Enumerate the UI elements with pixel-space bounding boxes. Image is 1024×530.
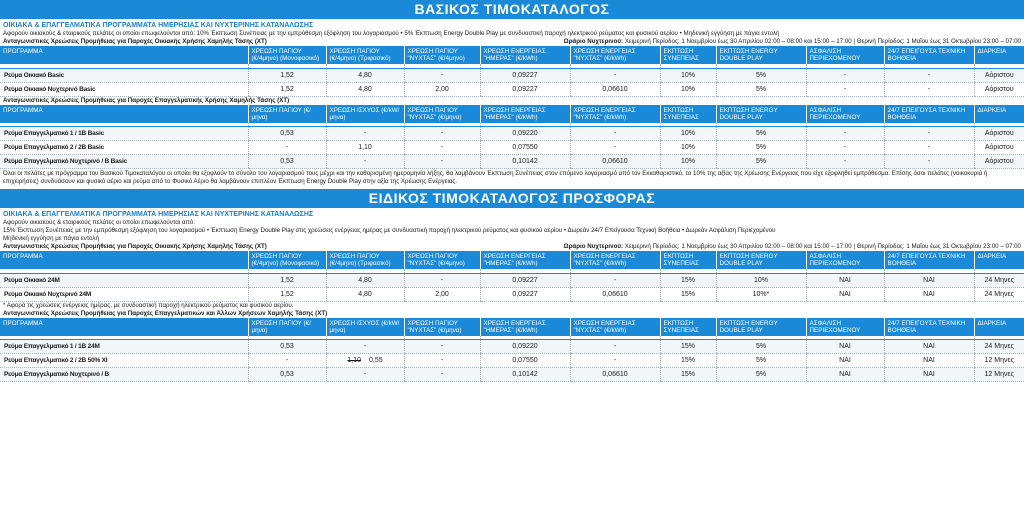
- column-header: ΑΣΦΑΛΙΣΗ ΠΕΡΙΕΧΟΜΕΝΟΥ: [806, 105, 884, 123]
- table-cell: -: [570, 141, 660, 155]
- table-cell: 5%: [716, 68, 806, 82]
- table-cell: 0,07550: [480, 354, 570, 368]
- table-cell: 15%: [660, 340, 716, 354]
- table-cell: -: [570, 68, 660, 82]
- header-row: [0, 46, 1024, 64]
- table-cell: -: [326, 127, 404, 141]
- table-cell: 0,09227: [480, 287, 570, 301]
- table-cell: -: [404, 68, 480, 82]
- table-cell: Αόριστου: [974, 127, 1024, 141]
- header-row: [0, 105, 1024, 123]
- table-cell: 1,10: [326, 141, 404, 155]
- table-cell: -: [326, 340, 404, 354]
- table-cell: 0,09220: [480, 127, 570, 141]
- special-asterisk-note: * Αφορά τις χρεώσεις ενέργειας ημέρας, με συνδυαστική παροχή ηλεκτρικού ρεύματος και φυσικού αερίου.: [3, 301, 294, 309]
- table-cell: 10%: [660, 68, 716, 82]
- table-cell: 0,09227: [480, 273, 570, 287]
- header-row: [0, 318, 1024, 336]
- basic-residential-table: [0, 46, 1024, 97]
- column-header: ΧΡΕΩΣΗ ΕΝΕΡΓΕΙΑΣ "ΗΜΕΡΑΣ" (€/kWh): [480, 318, 570, 336]
- column-header: ΑΣΦΑΛΙΣΗ ΠΕΡΙΕΧΟΜΕΝΟΥ: [806, 46, 884, 64]
- table-cell: Αόριστου: [974, 68, 1024, 82]
- program-name-cell: Ρεύμα Οικιακό Basic: [0, 68, 248, 82]
- table-cell: -: [884, 141, 974, 155]
- table-cell: 2,00: [404, 287, 480, 301]
- table-cell: 4,80: [326, 287, 404, 301]
- table-cell: -: [404, 368, 480, 382]
- program-name-cell: Ρεύμα Οικιακό Νυχτερινό 24Μ: [0, 287, 248, 301]
- column-header: ΧΡΕΩΣΗ ΠΑΓΙΟΥ (€/μηνα): [248, 105, 326, 123]
- program-name-cell: Ρεύμα Επαγγελματικό 1 / 1Β 24Μ: [0, 340, 248, 354]
- basic-subtitle: ΟΙΚΙΑΚΑ & ΕΠΑΓΓΕΛΜΑΤΙΚΑ ΠΡΟΓΡΑΜΜΑΤΑ ΗΜΕΡΗΣΙΑΣ ΚΑΙ ΝΥΧΤΕΡΙΝΗΣ ΚΑΤΑΝΑΛΩΣΗΣ: [3, 22, 314, 29]
- table-row: [0, 68, 1024, 82]
- table-cell: 24 Μηνες: [974, 340, 1024, 354]
- column-header: ΠΡΟΓΡΑΜΜΑ: [0, 251, 248, 269]
- struck-value: 1,10: [347, 357, 361, 364]
- table-cell: [326, 354, 404, 368]
- table-cell: -: [884, 155, 974, 169]
- table-cell: -: [884, 68, 974, 82]
- table-cell: -: [884, 127, 974, 141]
- column-header: ΧΡΕΩΣΗ ΠΑΓΙΟΥ "ΝΥΧΤΑΣ" (€/4μηνο): [404, 46, 480, 64]
- table-cell: -: [326, 368, 404, 382]
- table-cell: 4,80: [326, 273, 404, 287]
- table-cell: -: [248, 354, 326, 368]
- column-header: ΧΡΕΩΣΗ ΕΝΕΡΓΕΙΑΣ "ΝΥΧΤΑΣ" (€/kWh): [570, 105, 660, 123]
- column-header: ΔΙΑΡΚΕΙΑ: [974, 46, 1024, 64]
- program-name-cell: Ρεύμα Οικιακό 24Μ: [0, 273, 248, 287]
- special-description-1: Αφορούν οικιακούς & εταιρικούς πελάτες οι οποίοι επωφελούνται από:: [3, 219, 195, 226]
- special-residential-label: Ανταγωνιστικές Χρεώσεις Προμήθειας για Παροχές Οικιακής Χρήσης Χαμηλής Τάσης (ΧΤ): [3, 243, 267, 250]
- column-header: 24/7 ΕΠΕΙΓΟΥΣΑ ΤΕΧΝΙΚΗ ΒΟΗΘΕΙΑ: [884, 46, 974, 64]
- basic-night-hours: Ωράριο Νυχτερινού: Χειμερινή Περίοδος: 1 Νοεμβρίου έως 30 Απριλίου 02:00 – 08:00 και 15:00 – 17:00 | Θερινή Περίοδος: 1 Μαΐου έως 31 Οκτωβρίου 23:00 – 07:00: [563, 38, 1021, 45]
- table-cell: -: [404, 127, 480, 141]
- table-row: [0, 273, 1024, 287]
- basic-business-table: [0, 105, 1024, 170]
- table-cell: 0,53: [248, 127, 326, 141]
- table-cell: -: [806, 82, 884, 96]
- program-name-cell: Ρεύμα Επαγγελματικό 1 / 1Β Basic: [0, 127, 248, 141]
- column-header: ΧΡΕΩΣΗ ΕΝΕΡΓΕΙΑΣ "ΝΥΧΤΑΣ" (€/kWh): [570, 251, 660, 269]
- program-name-cell: Ρεύμα Επαγγελματικό 2 / 2Β Basic: [0, 141, 248, 155]
- table-cell: 0,10142: [480, 368, 570, 382]
- column-header: ΠΡΟΓΡΑΜΜΑ: [0, 318, 248, 336]
- table-cell: -: [806, 68, 884, 82]
- column-header: ΕΚΠΤΩΣΗ ENERGY DOUBLE PLAY: [716, 46, 806, 64]
- column-header: ΧΡΕΩΣΗ ΠΑΓΙΟΥ (€/μηνα): [248, 318, 326, 336]
- special-residential-info: [0, 243, 1024, 251]
- table-cell: -: [404, 340, 480, 354]
- table-cell: 0,53: [248, 368, 326, 382]
- column-header: ΕΚΠΤΩΣΗ ΣΥΝΕΠΕΙΑΣ: [660, 318, 716, 336]
- special-business-table: [0, 318, 1024, 383]
- table-cell: 10%: [660, 141, 716, 155]
- column-header: ΑΣΦΑΛΙΣΗ ΠΕΡΙΕΧΟΜΕΝΟΥ: [806, 251, 884, 269]
- table-cell: 12 Μηνες: [974, 368, 1024, 382]
- table-cell: 10%: [660, 127, 716, 141]
- basic-business-label: Ανταγωνιστικές Χρεώσεις Προμήθειας για Παροχές Επαγγελματικής Χρήσης Χαμηλής Τάσης (ΧΤ): [3, 96, 290, 104]
- table-cell: 1,52: [248, 68, 326, 82]
- program-name-cell: Ρεύμα Επαγγελματικό Νυχτερινό / Β: [0, 368, 248, 382]
- table-cell: 0,53: [248, 340, 326, 354]
- column-header: ΕΚΠΤΩΣΗ ENERGY DOUBLE PLAY: [716, 251, 806, 269]
- table-cell: 24 Μηνες: [974, 287, 1024, 301]
- table-cell: ΝΑΙ: [806, 287, 884, 301]
- special-subtitle: ΟΙΚΙΑΚΑ & ΕΠΑΓΓΕΛΜΑΤΙΚΑ ΠΡΟΓΡΑΜΜΑΤΑ ΗΜΕΡΗΣΙΑΣ ΚΑΙ ΝΥΧΤΕΡΙΝΗΣ ΚΑΤΑΝΑΛΩΣΗΣ: [3, 211, 314, 218]
- table-cell: 0,06610: [570, 155, 660, 169]
- table-cell: -: [404, 273, 480, 287]
- table-cell: -: [404, 141, 480, 155]
- table-cell: 15%: [660, 354, 716, 368]
- table-row: [0, 354, 1024, 368]
- program-name-cell: Ρεύμα Οικιακό Νυχτερινό Basic: [0, 82, 248, 96]
- table-row: [0, 340, 1024, 354]
- table-cell: Αόριστου: [974, 141, 1024, 155]
- table-cell: -: [570, 340, 660, 354]
- column-header: ΕΚΠΤΩΣΗ ΣΥΝΕΠΕΙΑΣ: [660, 251, 716, 269]
- column-header: ΧΡΕΩΣΗ ΠΑΓΙΟΥ (€/4μηνο) (Τριφασικό): [326, 251, 404, 269]
- column-header: ΧΡΕΩΣΗ ΕΝΕΡΓΕΙΑΣ "ΗΜΕΡΑΣ" (€/kWh): [480, 46, 570, 64]
- table-cell: 0,10142: [480, 155, 570, 169]
- column-header: 24/7 ΕΠΕΙΓΟΥΣΑ ΤΕΧΝΙΚΗ ΒΟΗΘΕΙΑ: [884, 318, 974, 336]
- table-cell: 5%: [716, 155, 806, 169]
- table-cell: 10%*: [716, 287, 806, 301]
- column-header: ΧΡΕΩΣΗ ΠΑΓΙΟΥ (€/4μηνο) (Τριφασικό): [326, 46, 404, 64]
- table-cell: 0,06610: [570, 82, 660, 96]
- table-cell: -: [248, 141, 326, 155]
- header-row: [0, 251, 1024, 269]
- column-header: ΧΡΕΩΣΗ ΕΝΕΡΓΕΙΑΣ "ΝΥΧΤΑΣ" (€/kWh): [570, 318, 660, 336]
- table-cell: 0,07550: [480, 141, 570, 155]
- column-header: ΠΡΟΓΡΑΜΜΑ: [0, 105, 248, 123]
- basic-description: Αφορούν οικιακούς & εταιρικούς πελάτες οι οποίοι επωφελούνται από: 10% Έκπτωση Συνέπειας με την εμπρόθεσμη εξόφληση του λογαριασμού • 5% Έκπτωση Energy Double Play με συνδυαστική παροχή ηλεκτρικού ρεύματος και φυσικού αερίου • Μηδενική εγγύηση με πάγια εντολή: [3, 30, 780, 37]
- column-header: ΕΚΠΤΩΣΗ ENERGY DOUBLE PLAY: [716, 105, 806, 123]
- column-header: 24/7 ΕΠΕΙΓΟΥΣΑ ΤΕΧΝΙΚΗ ΒΟΗΘΕΙΑ: [884, 251, 974, 269]
- table-cell: ΝΑΙ: [806, 354, 884, 368]
- column-header: ΑΣΦΑΛΙΣΗ ΠΕΡΙΕΧΟΜΕΝΟΥ: [806, 318, 884, 336]
- table-cell: ΝΑΙ: [806, 273, 884, 287]
- table-cell: 5%: [716, 340, 806, 354]
- special-description-2: 15% Έκπτωση Συνέπειας με την εμπρόθεσμη εξόφληση του λογαριασμού • Έκπτωση Energy Double Play στις χρεώσεις ενέργειας ημέρας με συνδυαστική παροχή ηλεκτρικού ρεύματος και φυσικού αερίου • Δωρεάν 24/7 Επείγουσα Τεχνική Βοήθεια • Δωρεάν Ασφάλιση Περιεχομένου: [3, 227, 776, 234]
- table-row: [0, 155, 1024, 169]
- table-cell: -: [404, 155, 480, 169]
- table-row: [0, 127, 1024, 141]
- table-cell: -: [884, 82, 974, 96]
- column-header: ΕΚΠΤΩΣΗ ΣΥΝΕΠΕΙΑΣ: [660, 105, 716, 123]
- table-cell: ΝΑΙ: [884, 354, 974, 368]
- column-header: ΔΙΑΡΚΕΙΑ: [974, 105, 1024, 123]
- table-cell: 0,53: [248, 155, 326, 169]
- special-business-label: Ανταγωνιστικές Χρεώσεις Προμήθειας για Παροχές Επαγγελματικών και Άλλων Χρήσεων Χαμηλής Τάσης (ΧΤ): [3, 309, 328, 317]
- table-row: [0, 368, 1024, 382]
- special-residential-table: [0, 251, 1024, 302]
- program-name-cell: Ρεύμα Επαγγελματικό 2 / 2Β 50% ΧΙ: [0, 354, 248, 368]
- column-header: ΧΡΕΩΣΗ ΠΑΓΙΟΥ "ΝΥΧΤΑΣ" (€/μηνα): [404, 318, 480, 336]
- table-cell: 1,52: [248, 287, 326, 301]
- special-night-hours: Ωράριο Νυχτερινού: Χειμερινή Περίοδος: 1 Νοεμβρίου έως 30 Απριλίου 02:00 – 08:00 και 15:00 – 17:00 | Θερινή Περίοδος: 1 Μαΐου έως 31 Οκτωβρίου 23:00 – 07:00: [563, 243, 1021, 250]
- basic-residential-label: Ανταγωνιστικές Χρεώσεις Προμήθειας για Παροχές Οικιακής Χρήσης Χαμηλής Τάσης (ΧΤ): [3, 38, 267, 45]
- column-header: ΕΚΠΤΩΣΗ ENERGY DOUBLE PLAY: [716, 318, 806, 336]
- column-header: ΧΡΕΩΣΗ ΠΑΓΙΟΥ "ΝΥΧΤΑΣ" (€/μηνα): [404, 105, 480, 123]
- table-cell: 10%: [660, 155, 716, 169]
- column-header: ΧΡΕΩΣΗ ΕΝΕΡΓΕΙΑΣ "ΗΜΕΡΑΣ" (€/kWh): [480, 251, 570, 269]
- table-cell: -: [806, 127, 884, 141]
- table-cell: 10%: [716, 273, 806, 287]
- table-cell: ΝΑΙ: [884, 287, 974, 301]
- column-header: ΔΙΑΡΚΕΙΑ: [974, 251, 1024, 269]
- column-header: ΕΚΠΤΩΣΗ ΣΥΝΕΠΕΙΑΣ: [660, 46, 716, 64]
- cell-value: 0,55: [369, 357, 383, 364]
- table-cell: 5%: [716, 82, 806, 96]
- table-cell: 15%: [660, 273, 716, 287]
- table-cell: 4,80: [326, 68, 404, 82]
- table-cell: 12 Μηνες: [974, 354, 1024, 368]
- program-name-cell: Ρεύμα Επαγγελματικό Νυχτερινό / Β Basic: [0, 155, 248, 169]
- table-row: [0, 287, 1024, 301]
- table-cell: Αόριστου: [974, 82, 1024, 96]
- table-cell: 10%: [660, 82, 716, 96]
- table-cell: 4,80: [326, 82, 404, 96]
- column-header: ΧΡΕΩΣΗ ΕΝΕΡΓΕΙΑΣ "ΗΜΕΡΑΣ" (€/kWh): [480, 105, 570, 123]
- basic-footnote: Όλοι οι πελάτες με πρόγραμμα του Βασικού Τιμοκαταλόγου οι οποίοι θα εξοφλούν το σύνολο του λογαριασμού τους μέχρι και την καθορισμένη ημερομηνία λήξης, θα λαμβάνουν Έκπτωση Συνέπειας στον επόμενο λογαριασμό από τον Εκκαθαριστικό, το 10% της αξίας της Χρέωσης Ενέργειας που είχε εξοφληθεί εμπρόθεσμα. Επίσης όσοι πελάτες (νοικοκυριά ή επιχειρήσεις) συνδυάσουν και φυσικό αέριο και ρεύμα από το Φυσικό Αέριο θα λαμβάνουν επιπλέον Έκπτωση Energy Double Play στην αξία της Χρέωσης Ενέργειας.: [3, 170, 988, 185]
- column-header: ΧΡΕΩΣΗ ΙΣΧΥΟΣ (€/kW/μηνα): [326, 105, 404, 123]
- column-header: ΧΡΕΩΣΗ ΠΑΓΙΟΥ (€/4μηνο) (Μονοφασικό): [248, 46, 326, 64]
- table-cell: 24 Μηνες: [974, 273, 1024, 287]
- table-cell: Αόριστου: [974, 155, 1024, 169]
- table-cell: ΝΑΙ: [884, 340, 974, 354]
- table-cell: -: [570, 273, 660, 287]
- table-cell: ΝΑΙ: [806, 368, 884, 382]
- table-cell: -: [570, 127, 660, 141]
- table-cell: 0,09227: [480, 82, 570, 96]
- table-cell: 15%: [660, 368, 716, 382]
- column-header: ΧΡΕΩΣΗ ΕΝΕΡΓΕΙΑΣ "ΝΥΧΤΑΣ" (€/kWh): [570, 46, 660, 64]
- table-cell: ΝΑΙ: [806, 340, 884, 354]
- basic-banner: ΒΑΣΙΚΟΣ ΤΙΜΟΚΑΤΑΛΟΓΟΣ: [0, 0, 1024, 19]
- table-cell: 0,09227: [480, 68, 570, 82]
- table-cell: 5%: [716, 368, 806, 382]
- column-header: ΧΡΕΩΣΗ ΠΑΓΙΟΥ "ΝΥΧΤΑΣ" (€/4μηνο): [404, 251, 480, 269]
- table-cell: 0,06610: [570, 368, 660, 382]
- column-header: ΧΡΕΩΣΗ ΙΣΧΥΟΣ (€/kW/μηνα): [326, 318, 404, 336]
- table-cell: 0,09220: [480, 340, 570, 354]
- special-description-3: Μηδενική εγγύηση με πάγια εντολή: [3, 235, 99, 242]
- table-cell: 15%: [660, 287, 716, 301]
- table-cell: 1,52: [248, 273, 326, 287]
- table-cell: ΝΑΙ: [884, 273, 974, 287]
- column-header: ΔΙΑΡΚΕΙΑ: [974, 318, 1024, 336]
- table-cell: 5%: [716, 127, 806, 141]
- table-cell: -: [404, 354, 480, 368]
- table-cell: ΝΑΙ: [884, 368, 974, 382]
- table-row: [0, 141, 1024, 155]
- table-cell: 2,00: [404, 82, 480, 96]
- table-cell: -: [806, 155, 884, 169]
- column-header: ΧΡΕΩΣΗ ΠΑΓΙΟΥ (€/4μηνο) (Μονοφασικό): [248, 251, 326, 269]
- table-cell: -: [806, 141, 884, 155]
- basic-residential-info: [0, 38, 1024, 46]
- special-business-info: [0, 310, 1024, 318]
- table-cell: -: [570, 354, 660, 368]
- column-header: 24/7 ΕΠΕΙΓΟΥΣΑ ΤΕΧΝΙΚΗ ΒΟΗΘΕΙΑ: [884, 105, 974, 123]
- column-header: ΠΡΟΓΡΑΜΜΑ: [0, 46, 248, 64]
- table-row: [0, 82, 1024, 96]
- table-cell: 5%: [716, 141, 806, 155]
- special-banner: ΕΙΔΙΚΟΣ ΤΙΜΟΚΑΤΑΛΟΓΟΣ ΠΡΟΣΦΟΡΑΣ: [0, 189, 1024, 208]
- table-cell: 5%: [716, 354, 806, 368]
- table-cell: 0,06610: [570, 287, 660, 301]
- table-cell: -: [326, 155, 404, 169]
- table-cell: 1,52: [248, 82, 326, 96]
- basic-business-info: [0, 97, 1024, 105]
